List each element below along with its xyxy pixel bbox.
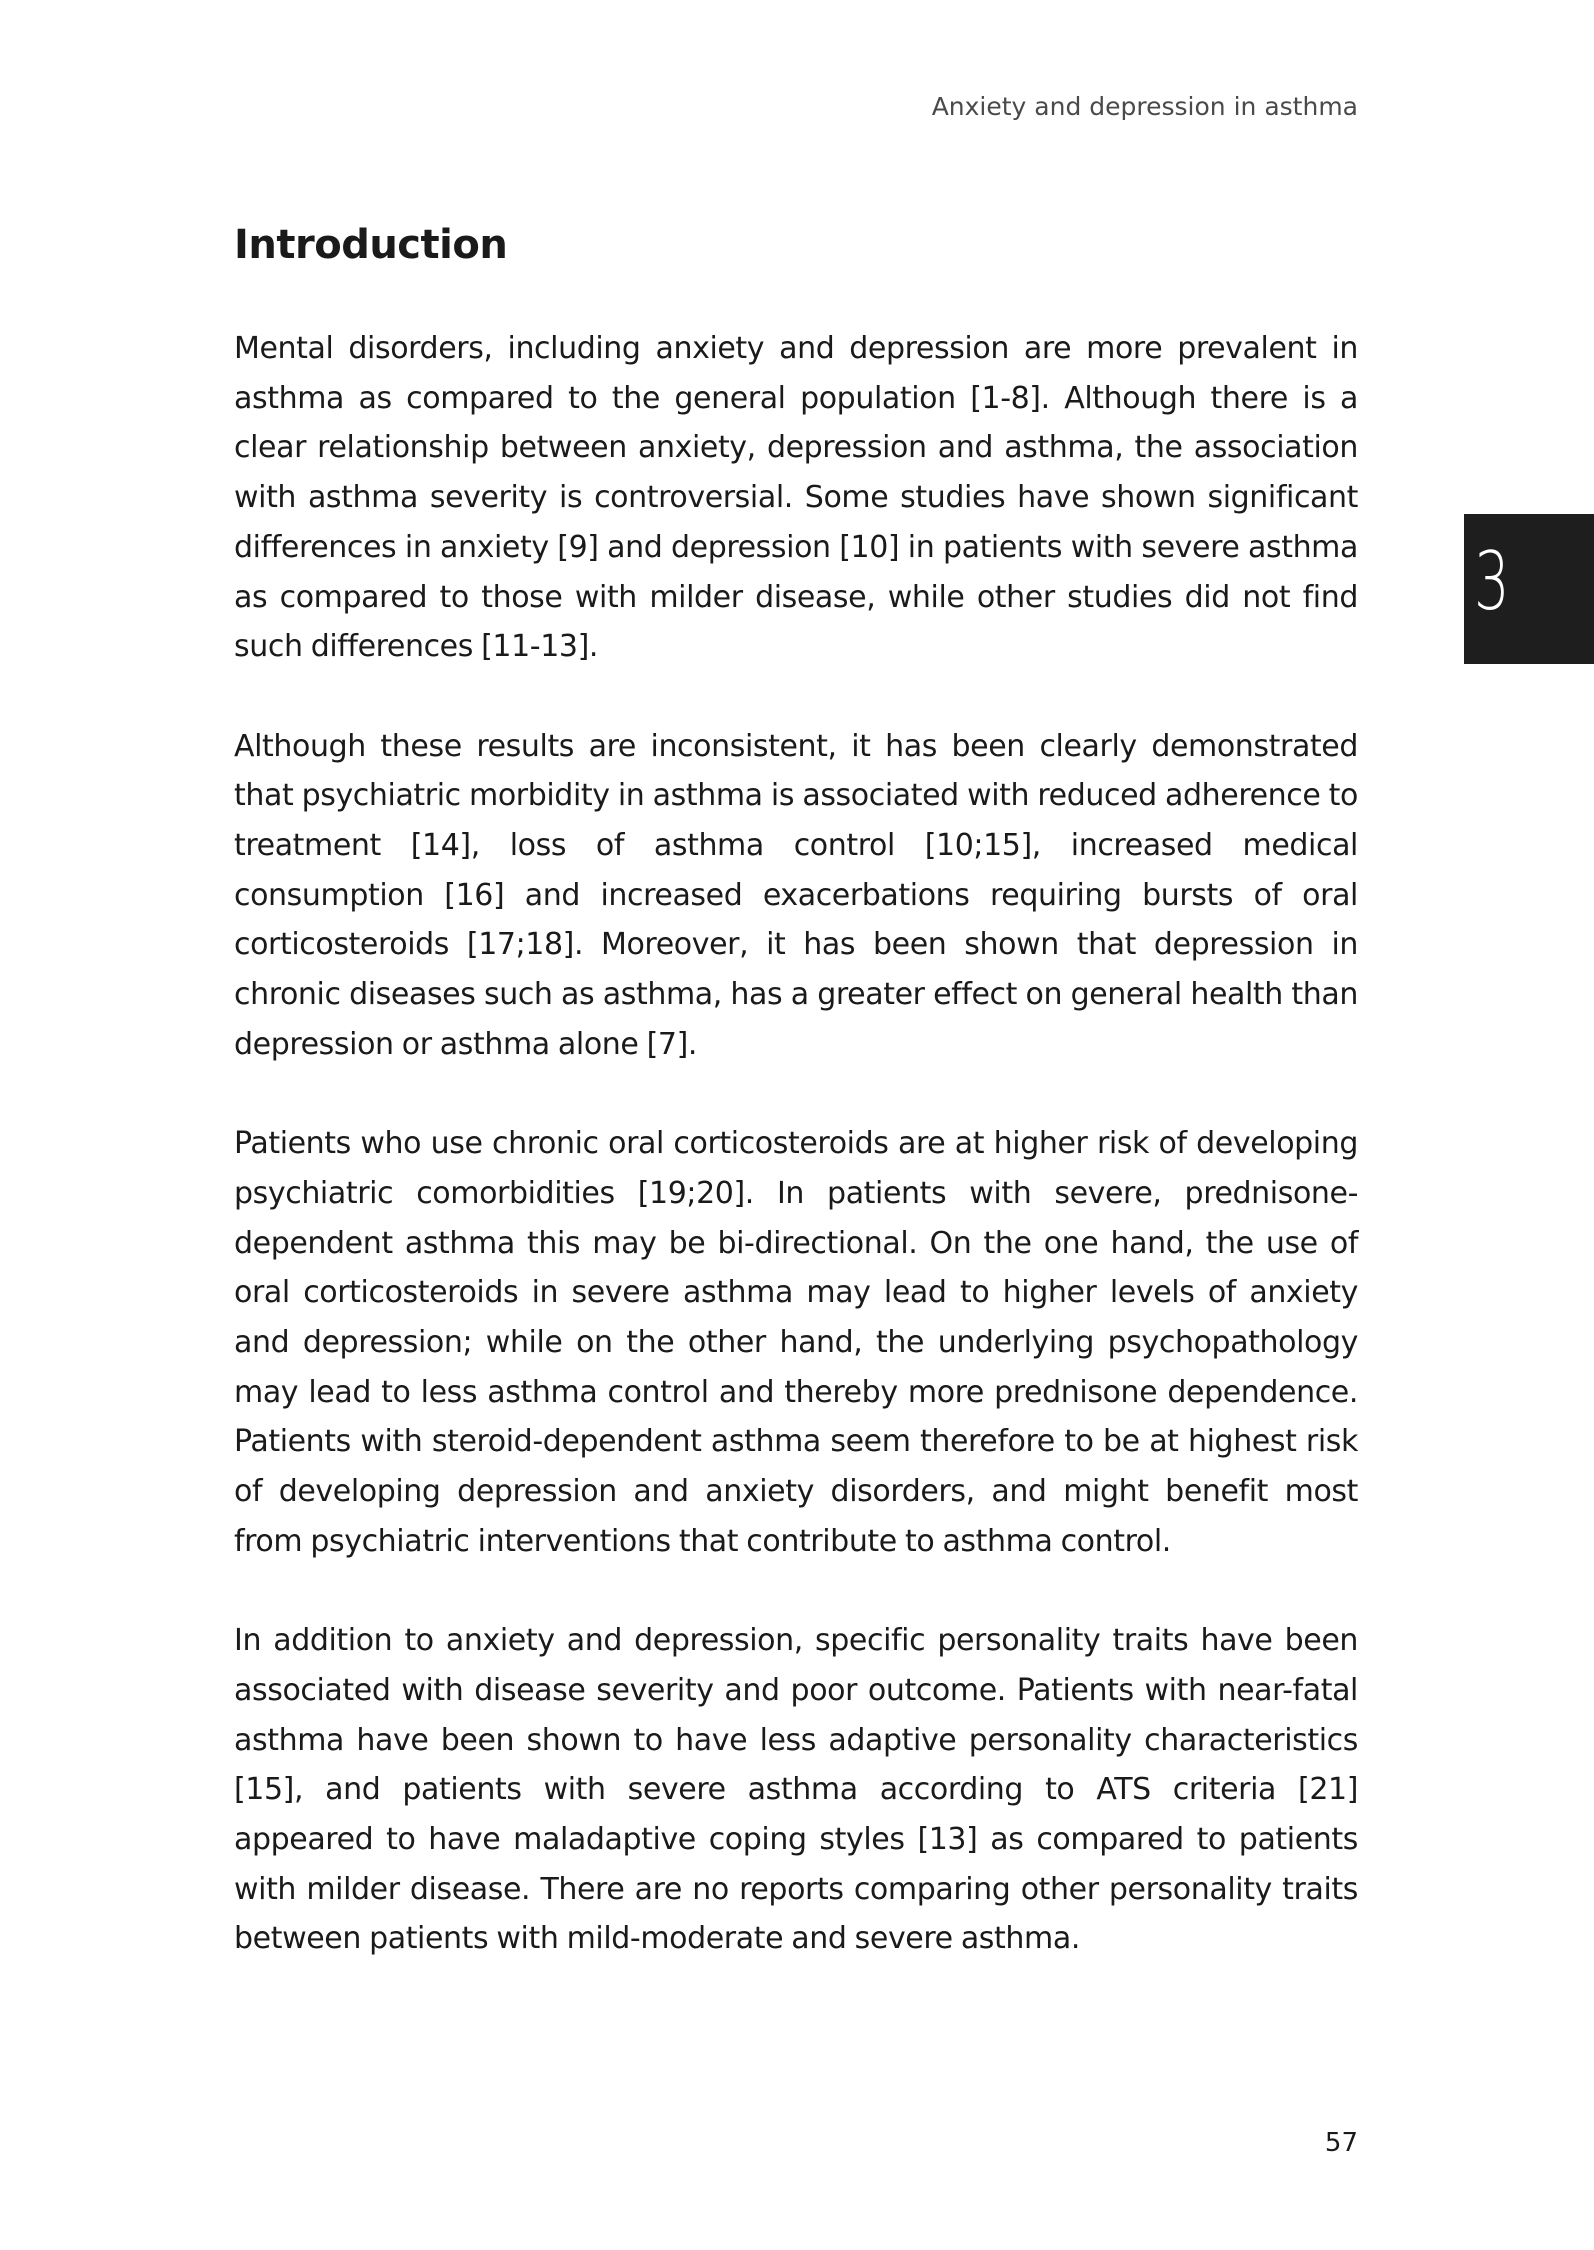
paragraph-3: Patients who use chronic oral corticosteroids are at higher risk of developing psychiatric comorbidities [19;20]. In patients with severe, prednisone-dependent asthma this may be bi-directional. On the one hand, the use of oral corticosteroids in severe asthma may lead to higher levels of anxiety and depression; while on the other hand, the underlying psychopathology may lead to less asthma control and thereby more prednisone dependence. Patients with steroid-dependent asthma seem therefore to be at highest risk of developing depression and anxiety disorders, and might benefit most from psychiatric interventions that contribute to asthma control. [234, 1126, 1358, 1559]
page-number: 57 [1324, 2128, 1358, 2158]
paragraph-4: In addition to anxiety and depression, specific personality traits have been associated with disease severity and poor outcome. Patients with near-fatal asthma have been shown to have less adaptive personality characteristics [15], and patients with severe asthma according to ATS criteria [21] appeared to have maladaptive coping styles [13] as compared to patients with milder disease. There are no reports comparing other personality traits between patients with mild-moderate and severe asthma. [234, 1623, 1358, 1957]
chapter-number: 3 [1474, 535, 1510, 628]
paragraph-1: Mental disorders, including anxiety and depression are more prevalent in asthma as compared to the general population [1-8]. Although there is a clear relationship between anxiety, depression and asthma, the association with asthma severity is controversial. Some studies have shown significant differences in anxiety [9] and depression [10] in patients with severe asthma as compared to those with milder disease, while other studies did not find such differences [11-13]. [234, 331, 1358, 665]
running-header: Anxiety and depression in asthma [931, 92, 1358, 121]
chapter-tab [1464, 514, 1594, 664]
paragraph-2: Although these results are inconsistent, it has been clearly demonstrated that psychiatric morbidity in asthma is associated with reduced adherence to treatment [14], loss of asthma control [10;15], increased medical consumption [16] and increased exacerbations requiring bursts of oral corticosteroids [17;18]. Moreover, it has been shown that depression in chronic diseases such as asthma, has a greater effect on general health than depression or asthma alone [7]. [234, 728, 1358, 1062]
main-content [234, 222, 1358, 2014]
section-title: Introduction [234, 222, 508, 268]
